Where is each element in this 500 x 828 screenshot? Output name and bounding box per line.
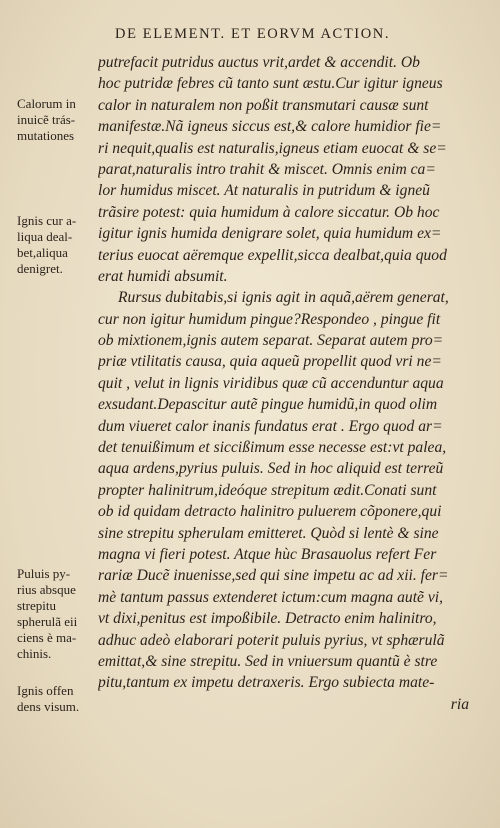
- text-line: manifestæ.Nã igneus siccus est,& calore humidior fie=: [98, 118, 442, 136]
- margin-note-ignis-cur: [17, 213, 97, 277]
- text-line: quit , velut in lignis viridibus quæ cũ accenduntur aqua: [98, 374, 444, 392]
- margin-note-puluis: [17, 566, 97, 662]
- text-line: terius euocat aëremque expellit,sicca dealbat,quia quod: [98, 246, 447, 264]
- text-line: rariæ Ducẽ inuenisse,sed qui sine impetu ac ad xii. fer=: [98, 567, 449, 585]
- running-header: DE ELEMENT. ET EORVM ACTION.: [115, 26, 391, 42]
- margin-note-calorum: [17, 96, 97, 144]
- text-line: erat humidi absumit.: [98, 267, 228, 285]
- main-text-block: [98, 52, 473, 715]
- margin-note-line: inuicẽ trás-: [17, 112, 76, 127]
- margin-note-line: dens visum.: [17, 699, 80, 714]
- text-line: cur non igitur humidum pingue?Respondeo , pingue fit: [98, 310, 441, 328]
- text-line: exsudant.Depascitur autẽ pingue humidũ,in quod olim: [98, 396, 438, 414]
- text-line: trãsire potest: quia humidum à calore siccatur. Ob hoc: [98, 203, 440, 221]
- text-line: calor in naturalem non poßit transmutari causæ sunt: [98, 96, 429, 114]
- text-line: parat,naturalis intro trahit & miscet. Omnis enim ca=: [98, 160, 436, 178]
- margin-note-line: mutationes: [17, 128, 75, 143]
- text-line: pitu,tantum ex impetu detraxeris. Ergo subiecta mate-: [98, 674, 435, 692]
- margin-note-line: Ignis offen: [17, 683, 74, 698]
- text-line: vt dixi,penitus est impoßibile. Detracto enim halinitro,: [98, 610, 437, 628]
- text-line: hoc putridæ febres cũ tanto sunt æstu.Cur igitur igneus: [98, 75, 443, 93]
- text-line: mè tantum passus extenderet ictum:cum magna autẽ vi,: [98, 588, 444, 606]
- text-line: propter halinitrum,ideóque strepitum ædit.Conati sunt: [98, 481, 437, 499]
- text-line: ob mixtionem,ignis autem separat. Separat autem pro=: [98, 332, 444, 350]
- margin-note-line: spherulã eii: [17, 614, 78, 629]
- text-line: sine strepitu spherulam emitteret. Quòd si lentè & sine: [98, 524, 439, 542]
- text-line: putrefacit putridus auctus vrit,ardet & accendit. Ob: [98, 54, 420, 71]
- catchword: ria: [450, 695, 469, 713]
- margin-note-line: ciens è ma-: [17, 630, 77, 645]
- text-line: ri nequit,qualis est naturalis,igneus etiam euocat & se=: [98, 139, 447, 157]
- margin-note-line: bet,aliqua: [17, 245, 68, 260]
- margin-note-line: Puluis py-: [17, 566, 71, 581]
- margin-note-line: rius absque: [17, 582, 76, 597]
- margin-note-line: strepitu: [17, 598, 56, 613]
- text-line: dum viueret calor inanis fundatus erat . Ergo quod ar=: [98, 417, 443, 435]
- text-line: magna vi fieri potest. Atque hùc Brasauolus refert Fer: [98, 545, 437, 563]
- text-line: aqua ardens,pyrius puluis. Sed in hoc aliquid est terreũ: [98, 460, 444, 478]
- margin-note-ignis-offendens: [17, 683, 97, 715]
- margin-note-line: Ignis cur a-: [17, 213, 77, 228]
- text-line: adhuc adeò elaborari poterit puluis pyrius, vt sphærulã: [98, 631, 445, 649]
- text-line: det tenuißimum et siccißimum esse necesse est:vt palea,: [98, 439, 447, 457]
- text-line: priæ vtilitatis causa, quia aqueũ propellit quod vri ne=: [98, 353, 442, 371]
- margin-note-line: Calorum in: [17, 96, 76, 111]
- text-line: emittat,& sine strepitu. Sed in vniuersum quantũ è stre: [98, 652, 438, 670]
- margin-note-line: chinis.: [17, 646, 52, 661]
- text-line: lor humidus miscet. At naturalis in putridum & igneũ: [98, 182, 430, 200]
- text-line: ob id quidam detracto halinitro puluerem cõponere,qui: [98, 503, 442, 521]
- margin-note-line: liqua deal-: [17, 229, 73, 244]
- text-line: igitur ignis humida denigrare solet, quia humidum ex=: [98, 225, 442, 243]
- paragraph-start-line: Rursus dubitabis,si ignis agit in aquã,aërem generat,: [118, 289, 449, 307]
- margin-note-line: denigret.: [17, 261, 63, 276]
